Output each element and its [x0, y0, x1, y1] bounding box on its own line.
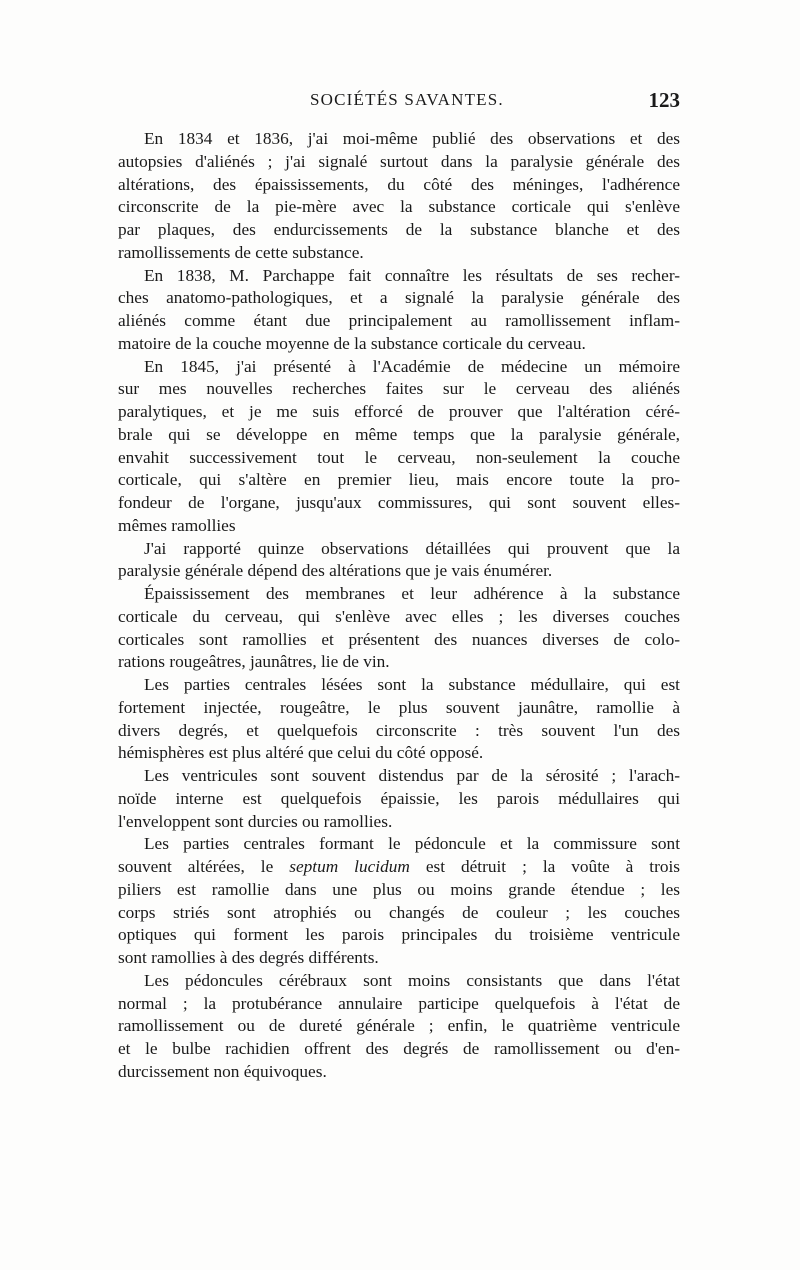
text-line: En 1845, j'ai présenté à l'Académie de médecine un mémoire [144, 356, 680, 376]
text-line: Les parties centrales formant le pédoncule et la commissure sont [144, 834, 680, 854]
text-line: corps striés sont atrophiés ou changés de couleur ; les couches [118, 902, 680, 922]
text-line-with-italic [118, 856, 680, 879]
text-line: divers degrés, et quelquefois circonscrite : très souvent l'un des [118, 720, 680, 740]
text-line: En 1838, M. Parchappe fait connaître les résultats de ses recher- [144, 265, 680, 285]
paragraph-2 [118, 265, 680, 356]
page-number: 123 [648, 88, 680, 112]
paragraph-9 [118, 970, 680, 1084]
paragraph-1 [118, 128, 680, 265]
text-line: corticale, qui s'altère en premier lieu, mais encore toute la pro- [118, 470, 680, 490]
text-line: noïde interne est quelquefois épaissie, les parois médullaires qui [118, 788, 680, 808]
text-line: Les ventricules sont souvent distendus par de la sérosité ; l'arach- [144, 766, 680, 785]
text-line: rations rougeâtres, jaunâtres, lie de vin. [118, 652, 390, 672]
text-line: normal ; la protubérance annulaire participe quelquefois à l'état de [118, 993, 680, 1013]
text-line: optiques qui forment les parois principales du troisième ventricule [118, 925, 680, 945]
text-line: Épaississement des membranes et leur adhérence à la substance [144, 584, 680, 603]
text-line: paralytiques, et je me suis efforcé de prouver que l'altération céré- [118, 402, 680, 421]
text-line: l'enveloppent sont durcies ou ramollies. [118, 811, 393, 831]
text-line: aliénés comme étant due principalement au ramollissement inflam- [118, 311, 680, 330]
text-line: sur mes nouvelles recherches faites sur le cerveau des aliénés [118, 379, 680, 399]
text-line: J'ai rapporté quinze observations détaillées qui prouvent que la [144, 538, 680, 558]
text-line: ches anatomo-pathologiques, et a signalé la paralysie générale des [118, 288, 680, 308]
text-line: envahit successivement tout le cerveau, non-seulement la couche [118, 447, 680, 467]
text-line: paralysie générale dépend des altérations que je vais énumérer. [118, 561, 553, 581]
text-fragment: souvent altérées, le [118, 857, 290, 876]
text-line: circonscrite de la pie-mère avec la substance corticale qui s'enlève [118, 197, 680, 217]
text-line: hémisphères est plus altéré que celui du côté opposé. [118, 743, 484, 763]
paragraph-3 [118, 356, 680, 538]
text-line: fortement injectée, rougeâtre, le plus souvent jaunâtre, ramollie à [118, 697, 680, 717]
paragraph-6 [118, 674, 680, 765]
text-line: Les parties centrales lésées sont la substance médullaire, qui est [144, 675, 680, 694]
text-line: corticale du cerveau, qui s'enlève avec elles ; les diverses couches [118, 606, 680, 626]
text-fragment: est détruit ; la voûte à trois [409, 857, 681, 876]
text-line: En 1834 et 1836, j'ai moi-même publié des observations et des [144, 129, 680, 148]
italic-term: septum lucidum [289, 857, 410, 876]
text-line: corticales sont ramollies et présentent des nuances diverses de colo- [118, 629, 680, 649]
text-line: piliers est ramollie dans une plus ou moins grande étendue ; les [118, 879, 680, 899]
text-line: mêmes ramollies [118, 515, 236, 535]
paragraph-5 [118, 583, 680, 674]
paragraph-8 [118, 833, 680, 970]
paragraph-4 [118, 538, 680, 584]
text-line: matoire de la couche moyenne de la substance corticale du cerveau. [118, 333, 586, 353]
text-line: durcissement non équivoques. [118, 1061, 327, 1081]
text-line: autopsies d'aliénés ; j'ai signalé surtout dans la paralysie générale des [118, 151, 680, 171]
text-line: sont ramollies à des degrés différents. [118, 948, 379, 967]
text-line: par plaques, des endurcissements de la substance blanche et des [118, 220, 680, 239]
paragraph-7 [118, 765, 680, 833]
page-header [118, 88, 680, 118]
text-line: brale qui se développe en même temps que la paralysie générale, [118, 424, 680, 444]
text-line: ramollissement ou de dureté générale ; enfin, le quatrième ventricule [118, 1016, 680, 1036]
running-title: SOCIÉTÉS SAVANTES. [310, 90, 504, 109]
text-line: et le bulbe rachidien offrent des degrés de ramollissement ou d'en- [118, 1039, 680, 1058]
text-line: Les pédoncules cérébraux sont moins consistants que dans l'état [144, 970, 680, 990]
text-line: fondeur de l'organe, jusqu'aux commissures, qui sont souvent elles- [118, 493, 680, 512]
body-text [118, 128, 680, 1084]
text-line: ramollissements de cette substance. [118, 242, 364, 262]
text-line: altérations, des épaississements, du côté des méninges, l'adhérence [118, 174, 680, 194]
